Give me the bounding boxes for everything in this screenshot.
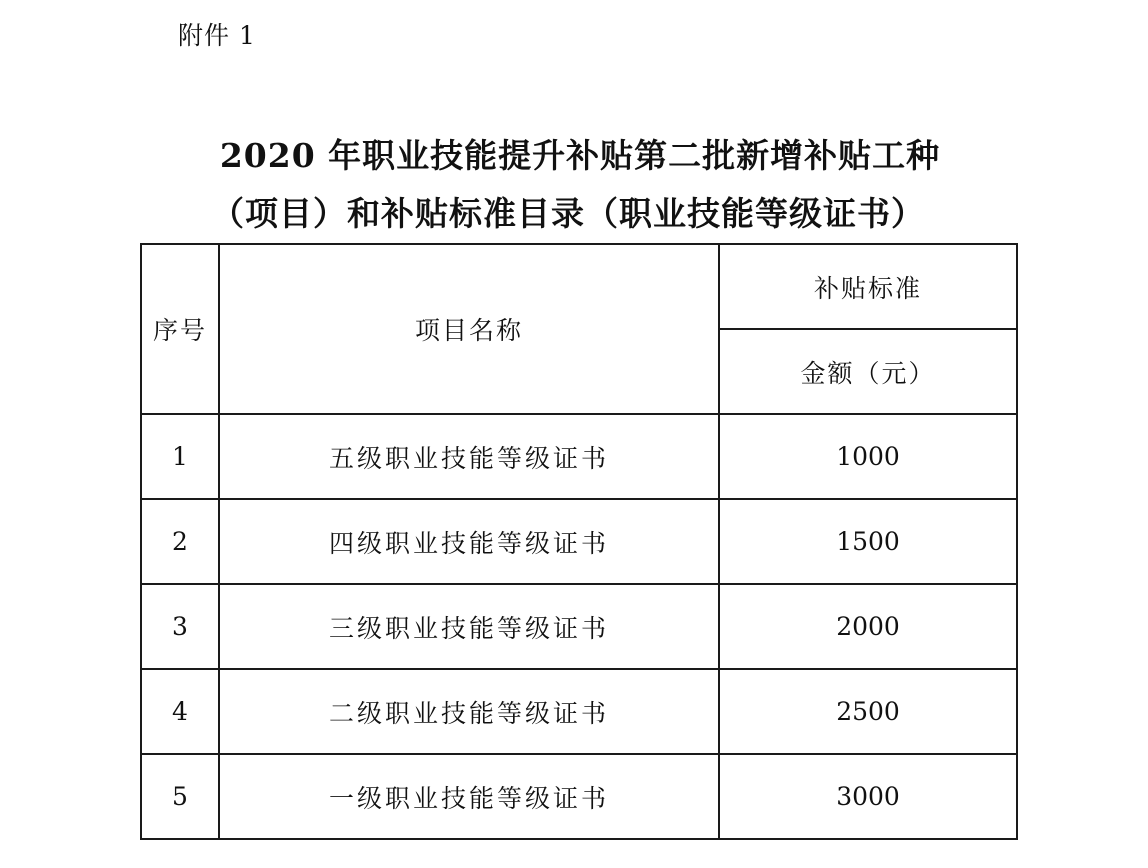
row-index: 5 — [141, 754, 219, 839]
table-row — [141, 499, 1017, 584]
row-item-name: 四级职业技能等级证书 — [219, 499, 719, 584]
document-title-line-2: （项目）和补贴标准目录（职业技能等级证书） — [211, 194, 925, 233]
header-item-name: 项目名称 — [219, 244, 719, 414]
row-index: 3 — [141, 584, 219, 669]
row-amount: 2000 — [719, 584, 1017, 669]
header-amount: 金额（元） — [719, 329, 1017, 414]
document-title-line-1: 2020 年职业技能提升补贴第二批新增补贴工种 — [219, 136, 941, 175]
row-amount: 1500 — [719, 499, 1017, 584]
row-item-name: 五级职业技能等级证书 — [219, 414, 719, 499]
row-index: 4 — [141, 669, 219, 754]
row-amount: 3000 — [719, 754, 1017, 839]
header-index: 序号 — [141, 244, 219, 414]
table-row — [141, 414, 1017, 499]
row-item-name: 三级职业技能等级证书 — [219, 584, 719, 669]
row-item-name: 一级职业技能等级证书 — [219, 754, 719, 839]
attachment-label: 附件 1 — [178, 21, 256, 50]
table-header-row — [141, 244, 1017, 329]
row-index: 2 — [141, 499, 219, 584]
row-index: 1 — [141, 414, 219, 499]
row-amount: 1000 — [719, 414, 1017, 499]
table-row — [141, 669, 1017, 754]
table-row — [141, 584, 1017, 669]
table-row — [141, 754, 1017, 839]
header-subsidy-standard: 补贴标准 — [719, 244, 1017, 329]
subsidy-table — [140, 243, 1018, 840]
row-item-name: 二级职业技能等级证书 — [219, 669, 719, 754]
row-amount: 2500 — [719, 669, 1017, 754]
